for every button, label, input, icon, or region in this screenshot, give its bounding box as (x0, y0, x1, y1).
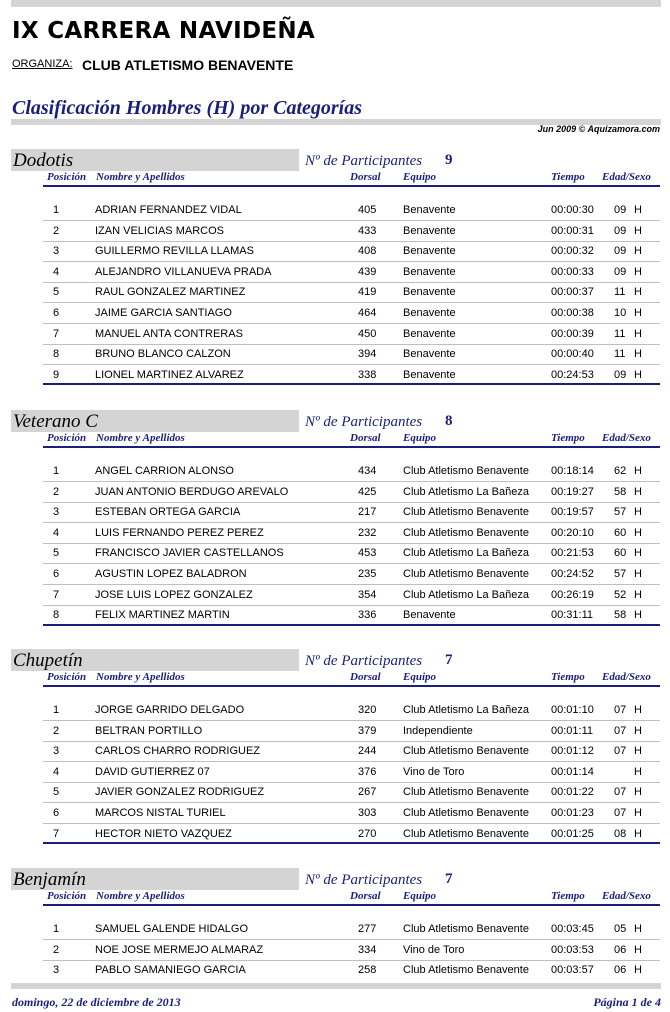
cell-team: Club Atletismo La Bañeza (403, 704, 529, 716)
header-rule (43, 904, 660, 906)
footer-date: domingo, 22 de diciembre de 2013 (12, 995, 181, 1009)
header-tiempo: Tiempo (551, 171, 585, 183)
cell-position: 3 (53, 745, 60, 758)
category-name: Dodotis (13, 150, 74, 171)
cell-team: Club Atletismo Benavente (403, 827, 529, 840)
cell-sex: H (634, 568, 642, 580)
cell-position: 4 (53, 526, 60, 539)
section-bottom-rule (43, 383, 660, 385)
cell-dorsal: 453 (358, 547, 377, 560)
table-row (43, 762, 660, 783)
cell-position: 1 (53, 923, 60, 935)
header-edad-sexo: Edad/Sexo (602, 171, 651, 183)
cell-age: 57 (614, 568, 627, 580)
cell-name: JUAN ANTONIO BERDUGO AREVALO (95, 485, 289, 498)
cell-time: 00:31:11 (551, 609, 594, 622)
cell-name: LIONEL MARTINEZ ALVAREZ (95, 368, 244, 381)
cell-name: HECTOR NIETO VAZQUEZ (95, 827, 232, 840)
cell-age: 07 (614, 704, 627, 716)
cell-sex: H (634, 368, 642, 381)
cell-time: 00:03:57 (551, 964, 594, 977)
cell-sex: H (634, 307, 642, 319)
header-tiempo: Tiempo (551, 432, 585, 444)
cell-name: AGUSTIN LOPEZ BALADRON (95, 568, 247, 580)
cell-team: Benavente (403, 609, 456, 622)
header-posicion: Posición (47, 171, 87, 183)
cell-dorsal: 303 (358, 807, 377, 819)
cell-dorsal: 434 (358, 465, 377, 477)
cell-time: 00:00:37 (551, 286, 594, 299)
cell-position: 3 (53, 506, 60, 519)
category-name: Veterano C (13, 411, 98, 432)
participants-count: 8 (445, 413, 453, 429)
cell-sex: H (634, 526, 642, 539)
cell-dorsal: 405 (358, 204, 377, 216)
cell-sex: H (634, 327, 642, 340)
cell-time: 00:00:32 (551, 245, 594, 258)
cell-team: Benavente (403, 327, 456, 340)
cell-age: 11 (614, 327, 626, 340)
cell-time: 00:03:53 (551, 943, 594, 956)
cell-position: 8 (53, 609, 60, 622)
cell-name: SAMUEL GALENDE HIDALGO (95, 923, 249, 935)
cell-dorsal: 439 (358, 265, 377, 278)
footer-rule (11, 983, 661, 989)
header-nombre: Nombre y Apellidos (96, 671, 185, 683)
cell-age: 62 (614, 465, 627, 477)
cell-position: 7 (53, 588, 60, 601)
cell-age: 08 (614, 827, 627, 840)
cell-position: 2 (53, 224, 60, 237)
top-rule (11, 0, 661, 7)
cell-age: 58 (614, 609, 627, 622)
cell-name: BELTRAN PORTILLO (95, 724, 203, 737)
header-equipo: Equipo (403, 671, 437, 683)
cell-name: CARLOS CHARRO RODRIGUEZ (95, 745, 261, 758)
table-row (43, 721, 660, 742)
cell-position: 5 (53, 286, 60, 299)
page-title: IX CARRERA NAVIDEÑA (12, 18, 316, 44)
cell-time: 00:00:38 (551, 307, 594, 319)
table-row (43, 282, 660, 303)
cell-dorsal: 464 (358, 307, 377, 319)
cell-time: 00:01:11 (551, 724, 594, 737)
participants-label: Nº de Participantes (305, 872, 423, 888)
table-row (43, 241, 660, 262)
table-row (43, 741, 660, 762)
cell-name: FRANCISCO JAVIER CASTELLANOS (95, 547, 284, 560)
cell-time: 00:01:12 (551, 745, 594, 758)
cell-team: Benavente (403, 348, 456, 361)
header-posicion: Posición (47, 671, 87, 683)
cell-position: 1 (53, 465, 60, 477)
cell-team: Vino de Toro (403, 765, 465, 778)
cell-dorsal: 232 (358, 526, 377, 539)
cell-dorsal: 267 (358, 786, 377, 799)
cell-sex: H (634, 286, 642, 299)
table-row (43, 543, 660, 564)
table-row (43, 564, 660, 585)
cell-age: 09 (614, 224, 627, 237)
table-row (43, 461, 660, 482)
header-edad-sexo: Edad/Sexo (602, 671, 651, 683)
cell-sex: H (634, 827, 642, 840)
cell-position: 6 (53, 568, 60, 580)
cell-team: Club Atletismo Benavente (403, 964, 529, 977)
cell-name: DAVID GUTIERREZ 07 (95, 765, 210, 778)
cell-name: GUILLERMO REVILLA LLAMAS (95, 245, 254, 258)
cell-age: 09 (614, 368, 627, 381)
cell-sex: H (634, 724, 642, 737)
cell-position: 2 (53, 485, 60, 498)
participants-count: 7 (445, 652, 453, 668)
cell-age: 60 (614, 547, 627, 560)
cell-name: NOE JOSE MERMEJO ALMARAZ (95, 943, 264, 956)
cell-team: Benavente (403, 286, 456, 299)
cell-name: FELIX MARTINEZ MARTIN (95, 609, 230, 622)
cell-team: Club Atletismo Benavente (403, 745, 529, 758)
cell-age: 10 (614, 307, 627, 319)
cell-team: Club Atletismo Benavente (403, 526, 529, 539)
table-row (43, 940, 660, 961)
cell-position: 4 (53, 765, 60, 778)
header-edad-sexo: Edad/Sexo (602, 432, 651, 444)
cell-time: 00:19:57 (551, 506, 594, 519)
cell-team: Club Atletismo La Bañeza (403, 588, 529, 601)
header-rule (43, 185, 660, 187)
cell-sex: H (634, 485, 642, 498)
cell-time: 00:19:27 (551, 485, 594, 498)
cell-team: Club Atletismo Benavente (403, 465, 529, 477)
cell-sex: H (634, 224, 642, 237)
cell-age: 09 (614, 204, 627, 216)
cell-time: 00:20:10 (551, 526, 594, 539)
table-row (43, 803, 660, 824)
cell-age: 11 (614, 286, 626, 299)
cell-position: 9 (53, 368, 60, 381)
table-row (43, 502, 660, 523)
cell-team: Benavente (403, 204, 456, 216)
header-posicion: Posición (47, 890, 87, 902)
table-row (43, 344, 660, 365)
cell-age: 07 (614, 724, 627, 737)
credit-text: Jun 2009 © Aquizamora.com (537, 124, 660, 134)
cell-time: 00:01:14 (551, 765, 594, 778)
cell-time: 00:00:40 (551, 348, 594, 361)
cell-sex: H (634, 245, 642, 258)
cell-name: MANUEL ANTA CONTRERAS (95, 327, 243, 340)
table-row (43, 221, 660, 242)
cell-time: 00:21:53 (551, 547, 594, 560)
cell-dorsal: 334 (358, 943, 377, 956)
organiza-label: ORGANIZA: (12, 58, 73, 70)
cell-position: 2 (53, 943, 60, 956)
cell-dorsal: 235 (358, 568, 377, 580)
cell-age: 58 (614, 485, 627, 498)
cell-team: Club Atletismo La Bañeza (403, 547, 529, 560)
header-tiempo: Tiempo (551, 671, 585, 683)
cell-name: ANGEL CARRION ALONSO (95, 465, 234, 477)
cell-dorsal: 379 (358, 724, 377, 737)
participants-count: 7 (445, 871, 453, 887)
cell-team: Benavente (403, 245, 456, 258)
cell-dorsal: 433 (358, 224, 377, 237)
cell-name: ADRIAN FERNANDEZ VIDAL (95, 204, 242, 216)
header-edad-sexo: Edad/Sexo (602, 890, 651, 902)
cell-time: 00:00:31 (551, 224, 594, 237)
participants-label: Nº de Participantes (305, 414, 423, 430)
header-dorsal: Dorsal (350, 432, 381, 444)
category-name: Chupetín (13, 650, 83, 671)
cell-sex: H (634, 547, 642, 560)
header-dorsal: Dorsal (350, 890, 381, 902)
cell-time: 00:03:45 (551, 923, 594, 935)
cell-age: 06 (614, 964, 627, 977)
participants-label: Nº de Participantes (305, 153, 423, 169)
cell-age: 05 (614, 923, 627, 935)
table-row (43, 960, 660, 980)
cell-time: 00:00:33 (551, 265, 594, 278)
cell-position: 7 (53, 327, 60, 340)
report-subtitle: Clasificación Hombres (H) por Categorías (12, 97, 362, 119)
cell-time: 00:01:25 (551, 827, 594, 840)
cell-sex: H (634, 943, 642, 956)
cell-age: 07 (614, 745, 627, 758)
table-row (43, 262, 660, 283)
cell-dorsal: 258 (358, 964, 377, 977)
cell-sex: H (634, 204, 642, 216)
cell-name: ALEJANDRO VILLANUEVA PRADA (95, 265, 272, 278)
cell-position: 5 (53, 547, 60, 560)
cell-time: 00:18:14 (551, 465, 594, 477)
cell-team: Club Atletismo Benavente (403, 506, 529, 519)
cell-dorsal: 425 (358, 485, 377, 498)
header-dorsal: Dorsal (350, 671, 381, 683)
cell-position: 2 (53, 724, 60, 737)
table-row (43, 919, 660, 940)
table-row (43, 482, 660, 503)
category-name: Benjamín (13, 869, 86, 890)
cell-name: BRUNO BLANCO CALZON (95, 348, 231, 361)
cell-dorsal: 376 (358, 765, 377, 778)
cell-name: JAIME GARCIA SANTIAGO (95, 307, 232, 319)
cell-team: Club Atletismo La Bañeza (403, 485, 529, 498)
cell-position: 5 (53, 786, 60, 799)
cell-position: 1 (53, 704, 60, 716)
cell-position: 6 (53, 307, 60, 319)
cell-position: 7 (53, 827, 60, 840)
cell-dorsal: 277 (358, 923, 377, 935)
cell-name: JORGE GARRIDO DELGADO (95, 704, 245, 716)
cell-name: ESTEBAN ORTEGA GARCIA (95, 506, 241, 519)
table-row (43, 700, 660, 721)
table-row (43, 365, 660, 385)
header-nombre: Nombre y Apellidos (96, 432, 185, 444)
table-row (43, 585, 660, 606)
table-row (43, 824, 660, 844)
cell-name: RAUL GONZALEZ MARTINEZ (95, 286, 246, 299)
cell-team: Benavente (403, 307, 456, 319)
cell-age: 60 (614, 526, 627, 539)
header-dorsal: Dorsal (350, 171, 381, 183)
cell-position: 6 (53, 807, 60, 819)
cell-sex: H (634, 465, 642, 477)
cell-team: Benavente (403, 224, 456, 237)
table-row (43, 324, 660, 345)
cell-name: JOSE LUIS LOPEZ GONZALEZ (95, 588, 253, 601)
cell-team: Club Atletismo Benavente (403, 786, 529, 799)
header-tiempo: Tiempo (551, 890, 585, 902)
cell-sex: H (634, 786, 642, 799)
cell-age: 11 (614, 348, 626, 361)
cell-dorsal: 450 (358, 327, 377, 340)
cell-name: LUIS FERNANDO PEREZ PEREZ (95, 526, 264, 539)
cell-sex: H (634, 745, 642, 758)
cell-age: 07 (614, 786, 627, 799)
cell-dorsal: 217 (358, 506, 377, 519)
cell-sex: H (634, 765, 642, 778)
cell-dorsal: 320 (358, 704, 377, 716)
header-equipo: Equipo (403, 171, 437, 183)
cell-time: 00:01:23 (551, 807, 594, 819)
cell-position: 3 (53, 245, 60, 258)
cell-sex: H (634, 506, 642, 519)
participants-label: Nº de Participantes (305, 653, 423, 669)
cell-age: 09 (614, 245, 627, 258)
cell-name: MARCOS NISTAL TURIEL (95, 807, 226, 819)
cell-position: 4 (53, 265, 60, 278)
cell-dorsal: 336 (358, 609, 377, 622)
section-bottom-rule (43, 624, 660, 626)
cell-time: 00:26:19 (551, 588, 594, 601)
cell-team: Club Atletismo Benavente (403, 807, 529, 819)
cell-time: 00:00:30 (551, 204, 594, 216)
cell-position: 3 (53, 964, 60, 977)
cell-dorsal: 408 (358, 245, 377, 258)
cell-time: 00:00:39 (551, 327, 594, 340)
cell-name: PABLO SAMANIEGO GARCIA (95, 964, 246, 977)
cell-dorsal: 244 (358, 745, 377, 758)
cell-name: JAVIER GONZALEZ RODRIGUEZ (95, 786, 265, 799)
cell-dorsal: 419 (358, 286, 377, 299)
cell-team: Club Atletismo Benavente (403, 923, 529, 935)
cell-team: Club Atletismo Benavente (403, 568, 529, 580)
table-row (43, 200, 660, 221)
table-row (43, 605, 660, 625)
cell-team: Benavente (403, 265, 456, 278)
cell-sex: H (634, 348, 642, 361)
table-row (43, 303, 660, 324)
organizer-name: CLUB ATLETISMO BENAVENTE (82, 57, 294, 73)
header-equipo: Equipo (403, 890, 437, 902)
header-nombre: Nombre y Apellidos (96, 171, 185, 183)
header-rule (43, 446, 660, 448)
cell-position: 1 (53, 204, 60, 216)
cell-dorsal: 354 (358, 588, 377, 601)
cell-dorsal: 394 (358, 348, 377, 361)
cell-time: 00:24:53 (551, 368, 594, 381)
cell-name: IZAN VELICIAS MARCOS (95, 224, 224, 237)
header-posicion: Posición (47, 432, 87, 444)
table-row (43, 782, 660, 803)
cell-sex: H (634, 265, 642, 278)
cell-time: 00:24:52 (551, 568, 594, 580)
cell-age: 07 (614, 807, 627, 819)
header-nombre: Nombre y Apellidos (96, 890, 185, 902)
cell-age: 57 (614, 506, 627, 519)
table-row (43, 523, 660, 544)
cell-sex: H (634, 807, 642, 819)
cell-sex: H (634, 704, 642, 716)
cell-time: 00:01:10 (551, 704, 594, 716)
cell-age: 09 (614, 265, 627, 278)
cell-team: Vino de Toro (403, 943, 465, 956)
section-bottom-rule (43, 842, 660, 844)
cell-dorsal: 270 (358, 827, 377, 840)
cell-age: 06 (614, 943, 627, 956)
cell-team: Independiente (403, 724, 473, 737)
header-rule (43, 685, 660, 687)
cell-position: 8 (53, 348, 60, 361)
cell-sex: H (634, 609, 642, 622)
cell-time: 00:01:22 (551, 786, 594, 799)
footer-page-number: Página 1 de 4 (593, 995, 661, 1009)
header-equipo: Equipo (403, 432, 437, 444)
cell-sex: H (634, 964, 642, 977)
cell-team: Benavente (403, 368, 456, 381)
cell-sex: H (634, 923, 642, 935)
cell-sex: H (634, 588, 642, 601)
participants-count: 9 (445, 152, 453, 168)
cell-dorsal: 338 (358, 368, 377, 381)
cell-age: 52 (614, 588, 627, 601)
